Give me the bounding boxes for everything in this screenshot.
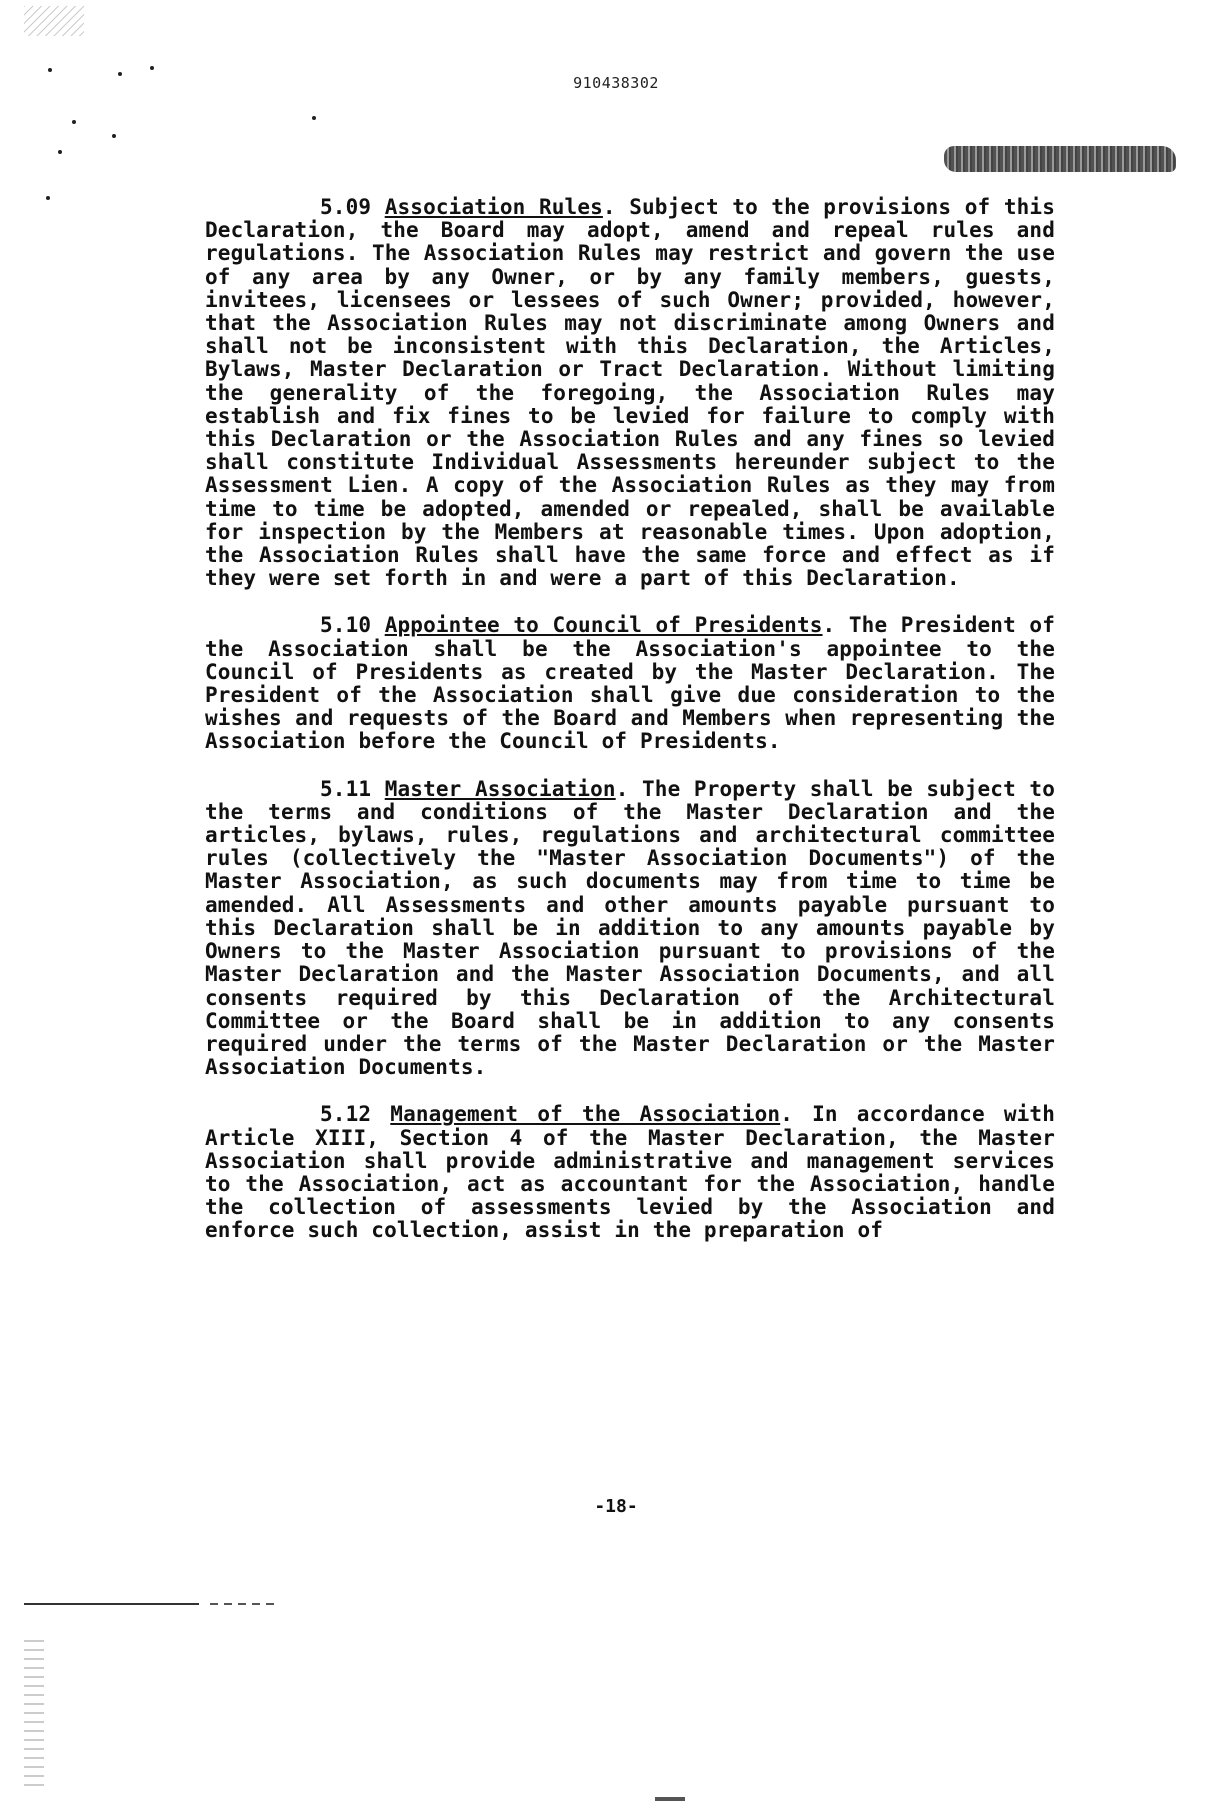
section-title: Association Rules: [384, 195, 603, 219]
document-number: 910438302: [573, 74, 659, 92]
section-text: In accordance with Article XIII, Section 4 of the Master Declaration, the Master Association shall provide administrative and management services to the Association, act as accountant for the Association, handle the collection of assessments levied by the Association and enforce such collection, assist in the preparation of: [205, 1102, 1056, 1243]
footer-rule: [24, 1603, 199, 1605]
body-text: [205, 196, 1055, 1267]
section-number: 5.11: [320, 776, 372, 801]
scan-artifact: [24, 6, 84, 36]
section-title: Master Association: [384, 776, 616, 801]
scan-speck: [48, 68, 52, 72]
section-5-09: 5.09 Association Rules. Subject to the provisions of this Declaration, the Board may adopt, amend and repeal rules and regulations. The Association Rules may restrict and govern the use of any area by any Owner, or by any family members, guests, invitees, licensees or lessees of such Owner; provided, however, that the Association Rules may not discriminate among Owners and shall not be inconsistent with this Declaration, the Articles, Bylaws, Master Declaration or Tract Declaration. Without limiting the generality of the foregoing, the Association Rules may establish and fix fines to be levied for failure to comply with this Declaration or the Association Rules and any fines so levied shall constitute Individual Assessments hereunder subject to the Assessment Lien. A copy of the Association Rules as they may from time to time be adopted, amended or repealed, shall be available for inspection by the Members at reasonable times. Upon adoption, the Association Rules shall have the same force and effect as if they were set forth in and were a part of this Declaration.: [205, 195, 1055, 591]
scan-speck: [112, 134, 116, 138]
section-number: 5.10: [320, 613, 372, 638]
section-5-10: 5.10 Appointee to Council of Presidents. The President of the Association shall be the Association's appointee to the Council of Presidents as created by the Master Declaration. The President of the Association shall give due consideration to the wishes and requests of the Board and Members when representing the Association before the Council of Presidents.: [205, 613, 1055, 754]
section-title: Management of the Association: [390, 1102, 781, 1127]
section-number: 5.12: [320, 1102, 372, 1127]
section-text: The Property shall be subject to the terms and conditions of the Master Declaration and the articles, bylaws, rules, regulations and architectural committee rules (collectively the "Master Association Documents") of the Master Association, as such documents may from time to time be amended. All Assessments and other amounts payable pursuant to this Declaration shall be in addition to any amounts payable by Owners to the Master Association pursuant to provisions of the Master Declaration and the Master Association Documents, and all consents required by this Declaration of the Architectural Committee or the Board shall be in addition to any consents required under the terms of the Master Declaration or the Master Association Documents.: [205, 776, 1055, 1080]
section-5-11: 5.11 Master Association. The Property shall be subject to the terms and conditions of the Master Declaration and the articles, bylaws, rules, regulations and architectural committee rules (collectively the "Master Association Documents") of the Master Association, as such documents may from time to time be amended. All Assessments and other amounts payable pursuant to this Declaration shall be in addition to any amounts payable by Owners to the Master Association pursuant to provisions of the Master Declaration and the Master Association Documents, and all consents required by this Declaration of the Architectural Committee or the Board shall be in addition to any consents required under the terms of the Master Declaration or the Master Association Documents.: [205, 776, 1055, 1080]
scan-margin-marks: [24, 1640, 44, 1790]
section-text: Subject to the provisions of this Declaration, the Board may adopt, amend and repeal rules and regulations. The Association Rules may restrict and govern the use of any area by any Owner, or by any family members, guests, invitees, licensees or lessees of such Owner; provided, however, that the Association Rules may not discriminate among Owners and shall not be inconsistent with this Declaration, the Articles, Bylaws, Master Declaration or Tract Declaration. Without limiting the generality of the foregoing, the Association Rules may establish and fix fines to be levied for failure to comply with this Declaration or the Association Rules and any fines so levied shall constitute Individual Assessments hereunder subject to the Assessment Lien. A copy of the Association Rules as they may from time to time be adopted, amended or repealed, shall be available for inspection by the Members at reasonable times. Upon adoption, the Association Rules shall have the same force and effect as if they were set forth in and were a part of this Declaration.: [205, 195, 1055, 591]
page-number: -18-: [594, 1496, 638, 1517]
footer-rule-dashed: [210, 1603, 280, 1605]
scan-speck: [72, 120, 76, 124]
section-number: 5.09: [320, 195, 372, 219]
section-text: The President of the Association shall be the Association's appointee to the Council of Presidents as created by the Master Declaration. The President of the Association shall give due consideration to the wishes and requests of the Board and Members when representing the Association before the Council of Presidents.: [205, 613, 1055, 754]
scan-speck: [312, 116, 316, 120]
section-title: Appointee to Council of Presidents: [384, 613, 823, 638]
section-5-12: 5.12 Management of the Association. In accordance with Article XIII, Section 4 of the Master Declaration, the Master Association shall provide administrative and management services to the Association, act as accountant for the Association, handle the collection of assessments levied by the Association and enforce such collection, assist in the preparation of: [205, 1102, 1056, 1243]
scan-speck: [150, 66, 154, 70]
scan-speck: [58, 150, 62, 154]
redaction-stamp: [944, 146, 1176, 172]
scan-artifact: [655, 1797, 685, 1801]
scan-speck: [46, 196, 50, 200]
